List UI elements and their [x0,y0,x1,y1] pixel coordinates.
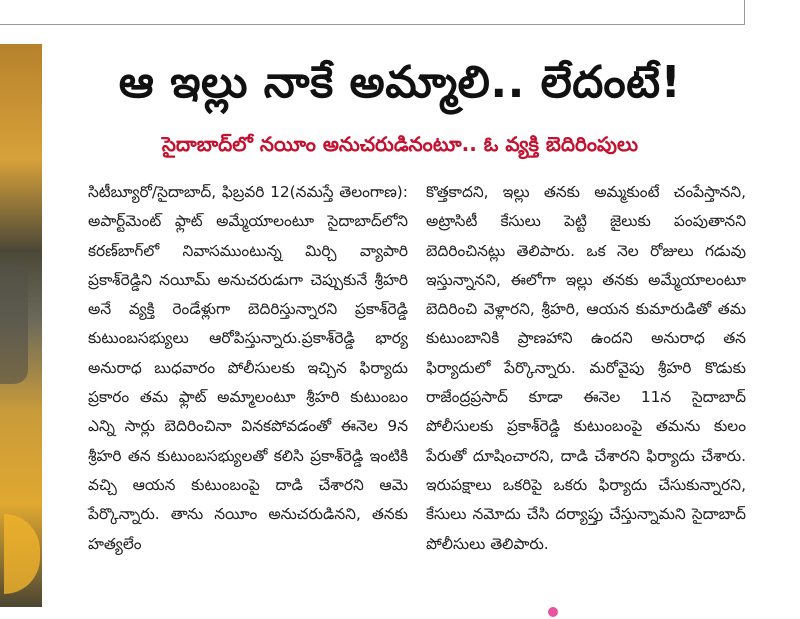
photo-shadow [0,264,28,384]
article-column-right [426,178,746,559]
headline: ఆ ఇల్లు నాకే అమ్మాలి.. లేదంటే! [118,57,682,108]
cropped-photo [0,44,42,619]
page-bottom-strip [0,607,800,619]
article-paragraph-left: సిటీబ్యూరో/సైదాబాద్, ఫిబ్రవరి 12(నమస్తే తెలంగాణ): అపార్ట్‌మెంట్ ఫ్లాట్ అమ్మేయాలంటూ సైదాబాద్‌లోని కరణ్‌బాగ్‌లో నివాసముంటున్న మిర్చి వ్యాపారి ప్రకాశ్‌రెడ్డిని నయీమ్ అనుచరుడుగా చెప్పుకునే శ్రీహరి అనే వ్యక్తి రెండేళ్లుగా బెదిరిస్తున్నారని ప్రకాశ్‌రెడ్డి కుటుంబసభ్యులు ఆరోపిస్తున్నారు.ప్రకాశ్‌రెడ్డి భార్య అనురాధ బుధవారం పోలీసులకు ఇచ్చిన ఫిర్యాదు ప్రకారం తమ ఫ్లాట్ అమ్మాలంటూ శ్రీహరి కుటుంబం ఎన్ని సార్లు బెదిరించినా వినకపోవడంతో ఈనెల 9న శ్రీహరి తన కుటుంబసభ్యులతో కలిసి ప్రకాశ్‌రెడ్డి ఇంటికి వచ్చి ఆయన కుటుంబంపై దాడి చేశారని ఆమె పేర్కొన్నారు. తాను నయీం అనుచరుడినని, తనకు హత్యలేం [88,183,408,553]
article-paragraph-right: కొత్తకాదని, ఇల్లు తనకు అమ్మకుంటే చంపేస్తానని, అట్రాసిటీ కేసులు పెట్టి జైలుకు పంపుతానని బెదిరించినట్లు తెలిపారు. ఒక నెల రోజులు గడువు ఇస్తున్నానని, ఈలోగా ఇల్లు తనకు అమ్మేయాలంటూ బెదిరించి వెళ్లారని, శ్రీహరి, ఆయన కుమారుడితో తమ కుటుంబానికి ప్రాణహాని ఉందని అనురాధ తన ఫిర్యాదులో పేర్కొన్నారు. మరోవైపు శ్రీహరి కొడుకు రాజేంద్రప్రసాద్ కూడా ఈనెల 11న సైదాబాద్ పోలీసులకు ప్రకాశ్‌రెడ్డి కుటుంబంపై తమను కులం పేరుతో దూషించారని, దాడి చేశారని ఫిర్యాదు చేశారు. ఇరుపక్షాలు ఒకరిపై ఒకరు ఫిర్యాదు చేసుకున్నారని, కేసులు నమోదు చేసి దర్యాప్తు చేస్తున్నామని సైదాబాద్ పోలీసులు తెలిపారు. [426,183,746,553]
subheadline: సైదాబాద్‌లో నయీం అనుచరుడినంటూ.. ఓ వ్యక్తి బెదిరింపులు [161,132,639,156]
top-divider-corner [744,0,745,25]
page-top-rule [0,0,800,30]
top-divider-line [0,24,745,25]
pink-dot-decoration [548,607,558,617]
photo-highlight [4,514,40,594]
article-column-left [88,178,408,559]
